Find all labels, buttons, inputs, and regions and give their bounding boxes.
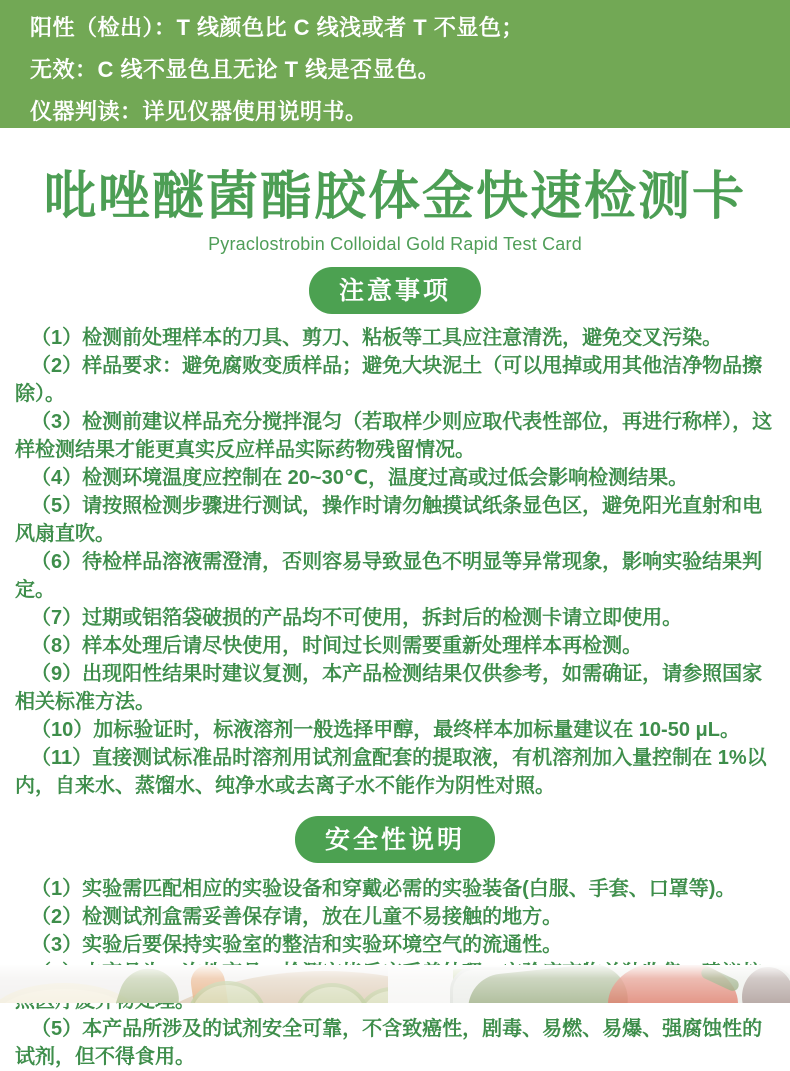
page-title: 吡唑醚菌酯胶体金快速检测卡 xyxy=(43,168,746,226)
safety-badge: 安全性说明 xyxy=(295,816,495,863)
list-item: （8）样本处理后请尽快使用，时间过长则需要重新处理样本再检测。 xyxy=(31,635,643,657)
list-item: （7）过期或铝箔袋破损的产品均不可使用，拆封后的检测卡请立即使用。 xyxy=(31,607,683,629)
list-item: （11）直接测试标准品时溶剂用试剂盒配套的提取液，有机溶剂加入量控制在 1%以内，自来水、蒸馏水、纯净水或去离子水不能作为阴性对照。 xyxy=(15,747,767,797)
precautions-badge: 注意事项 xyxy=(309,267,481,314)
result-line-invalid: 无效：C 线不显色且无论 T 线是否显色。 xyxy=(30,57,441,82)
list-item: （4）检测环境温度应控制在 20~30℃，温度过高或过低会影响检测结果。 xyxy=(31,467,689,489)
page-title-english: Pyraclostrobin Colloidal Gold Rapid Test Card xyxy=(208,234,582,254)
list-item: （10）加标验证时，标液溶剂一般选择甲醇，最终样本加标量建议在 10-50 μL。 xyxy=(31,719,740,741)
list-item: （5）本产品所涉及的试剂安全可靠，不含致癌性，剧毒、易燃、易爆、强腐蚀性的试剂，但不得食用。 xyxy=(15,1018,763,1068)
list-item: （3）实验后要保持实验室的整洁和实验环境空气的流通性。 xyxy=(31,934,563,956)
list-item: （2）样品要求：避免腐败变质样品；避免大块泥土（可以甩掉或用其他洁净物品擦除）。 xyxy=(15,355,763,405)
list-item: （3）检测前建议样品充分搅拌混匀（若取样少则应取代表性部位，再进行称样），这样检测结果才能更真实反应样品实际药物残留情况。 xyxy=(15,411,773,461)
result-line-positive: 阳性（检出）：T 线颜色比 C 线浅或者 T 不显色； xyxy=(30,15,524,40)
list-item: （2）检测试剂盒需妥善保存请，放在儿童不易接触的地方。 xyxy=(31,906,563,928)
list-item: （1）实验需匹配相应的实验设备和穿戴必需的实验装备(白服、手套、口罩等)。 xyxy=(31,878,736,900)
list-item: （1）检测前处理样本的刀具、剪刀、粘板等工具应注意清洗，避免交叉污染。 xyxy=(31,327,723,349)
precautions-list xyxy=(15,324,782,800)
result-interpretation-band xyxy=(0,0,790,128)
list-item: （9）出现阳性结果时建议复测，本产品检测结果仅供参考，如需确证，请参照国家相关标准方法。 xyxy=(15,663,763,713)
photo-white-fade xyxy=(0,965,790,1003)
list-item: （6）待检样品溶液需澄清，否则容易导致显色不明显等异常现象，影响实验结果判定。 xyxy=(15,551,763,601)
result-line-instrument: 仪器判读：详见仪器使用说明书。 xyxy=(30,99,368,124)
list-item: （5）请按照检测步骤进行测试，操作时请勿触摸试纸条显色区，避免阳光直射和电风扇直吹。 xyxy=(15,495,763,545)
produce-photo xyxy=(0,965,790,1003)
